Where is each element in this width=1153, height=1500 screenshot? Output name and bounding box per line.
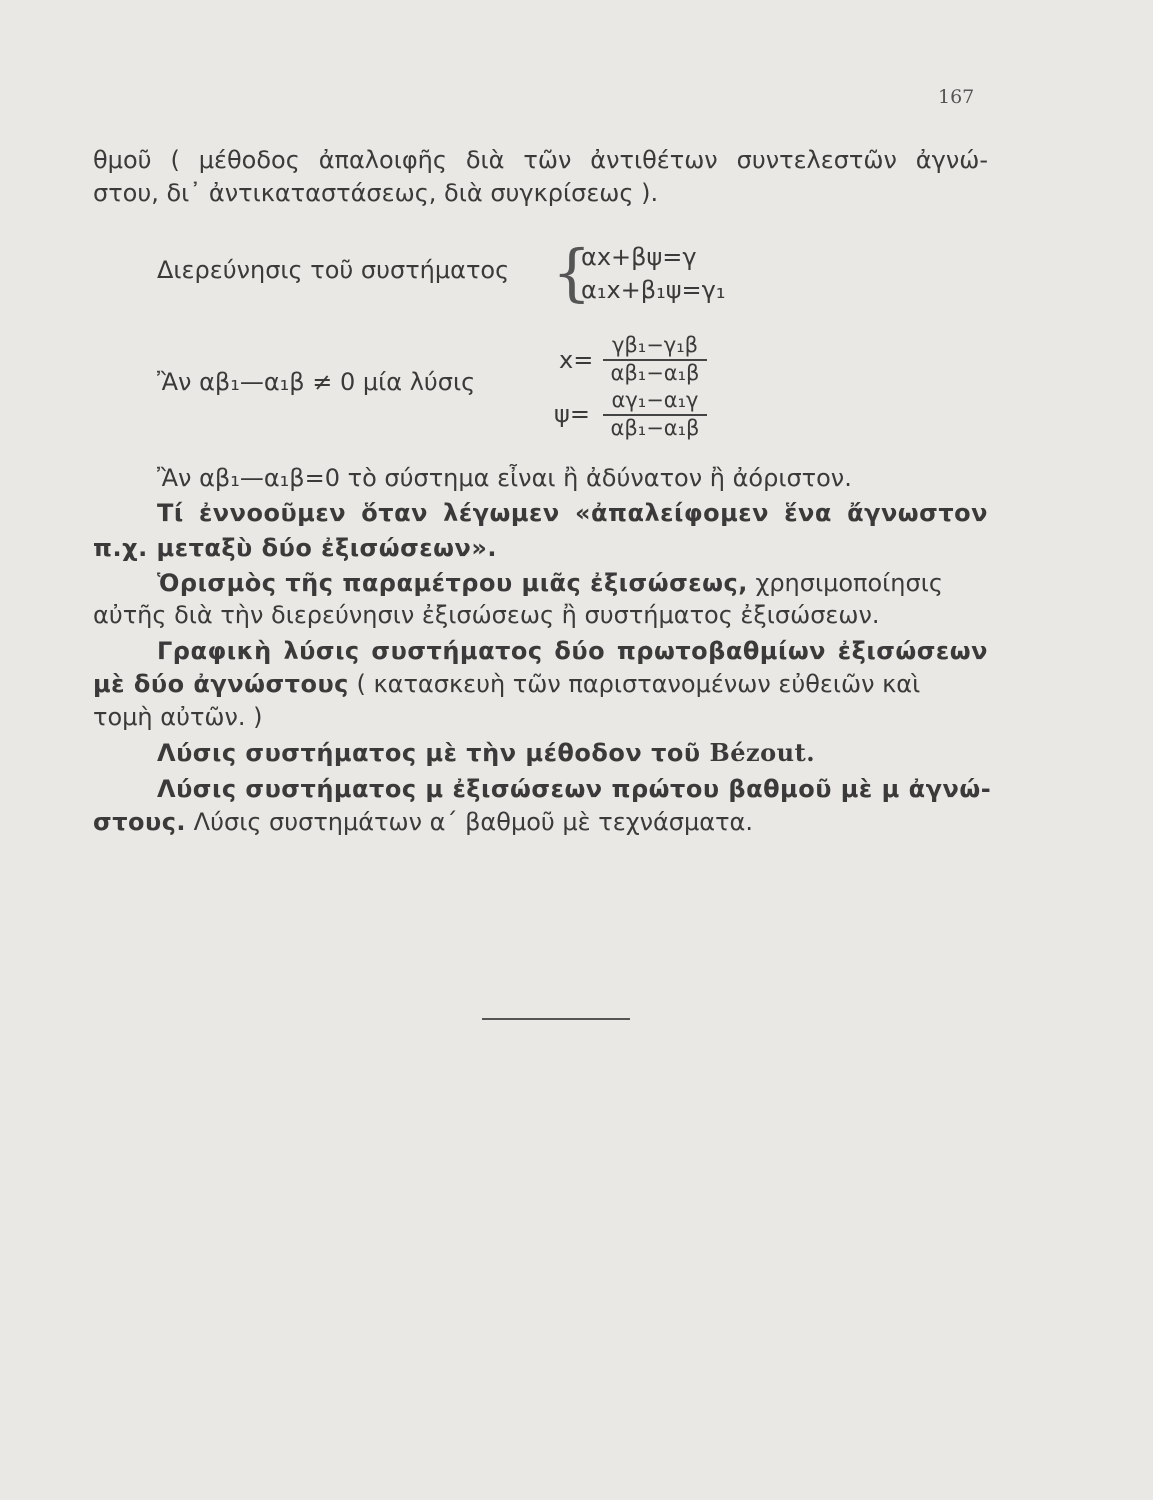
page-number: 167 bbox=[938, 86, 975, 108]
x-denominator: αβ₁−α₁β bbox=[610, 361, 700, 385]
question-4-bold: Λύσις συστήματος μὲ τὴν μέθοδον τοῦ bbox=[157, 739, 701, 767]
question-3-rest: ( κατασκευὴ τῶν παριστανομένων εὐθειῶν καὶ bbox=[348, 670, 921, 698]
question-2-bold: Ὁρισμὸς τῆς παραμέτρου μιᾶς ἐξισώσεως, bbox=[157, 569, 748, 597]
question-5-line-1: Λύσις συστήματος μ ἐξισώσεων πρώτου βαθμοῦ μὲ μ ἀγνώ- bbox=[157, 775, 992, 803]
x-numerator: γβ₁−γ₁β bbox=[611, 333, 699, 357]
y-numerator: αγ₁−α₁γ bbox=[611, 388, 699, 412]
x-lhs: x= bbox=[559, 346, 594, 374]
equation-2: α₁x+β₁ψ=γ₁ bbox=[581, 276, 726, 304]
question-3-line-1: Γραφικὴ λύσις συστήματος δύο πρωτοβαθμίων ἐξισώσεων bbox=[157, 637, 988, 665]
question-5-bold: στους. bbox=[93, 808, 187, 836]
question-4-name: Bézout. bbox=[700, 738, 816, 767]
question-2-line-2: αὐτῆς διὰ τὴν διερεύνησιν ἐξισώσεως ἢ συστήματος ἐξισώσεων. bbox=[93, 601, 880, 629]
question-3-line-2 bbox=[93, 668, 988, 700]
system-discussion-label: Διερεύνησις τοῦ συστήματος bbox=[157, 256, 510, 284]
question-4 bbox=[157, 737, 988, 769]
question-5-line-2 bbox=[93, 806, 988, 838]
case-nonzero-determinant: Ἂν αβ₁—α₁β ≠ 0 μία λύσις bbox=[157, 368, 476, 396]
question-5-rest: Λύσις συστημάτων α΄ βαθμοῦ μὲ τεχνάσματα. bbox=[186, 808, 753, 836]
question-2-line-1 bbox=[157, 567, 988, 599]
question-1-line-2: π.χ. μεταξὺ δύο ἐξισώσεων». bbox=[93, 534, 497, 562]
y-lhs: ψ= bbox=[554, 400, 590, 428]
question-3-line-3: τομὴ αὐτῶν. ) bbox=[93, 703, 263, 731]
case-zero-determinant: Ἂν αβ₁—α₁β=0 τὸ σύστημα εἶναι ἢ ἀδύνατον ἢ ἀόριστον. bbox=[157, 464, 852, 492]
text-line-2: στου, δι᾽ ἀντικαταστάσεως, διὰ συγκρίσεως ). bbox=[93, 179, 659, 207]
brace-icon: { bbox=[552, 236, 592, 309]
y-denominator: αβ₁−α₁β bbox=[610, 416, 700, 440]
section-divider bbox=[482, 1018, 630, 1020]
question-2-rest: χρησιμοποίησις bbox=[747, 569, 943, 597]
text-line-1: θμοῦ ( μέθοδος ἀπαλοιφῆς διὰ τῶν ἀντιθέτων συντελεστῶν ἀγνώ- bbox=[93, 146, 988, 174]
question-3-bold: μὲ δύο ἀγνώστους bbox=[93, 670, 349, 698]
equation-1: αx+βψ=γ bbox=[581, 243, 697, 271]
question-1-line-1: Τί ἐννοοῦμεν ὅταν λέγωμεν «ἀπαλείφομεν ἕνα ἄγνωστον bbox=[157, 499, 988, 527]
